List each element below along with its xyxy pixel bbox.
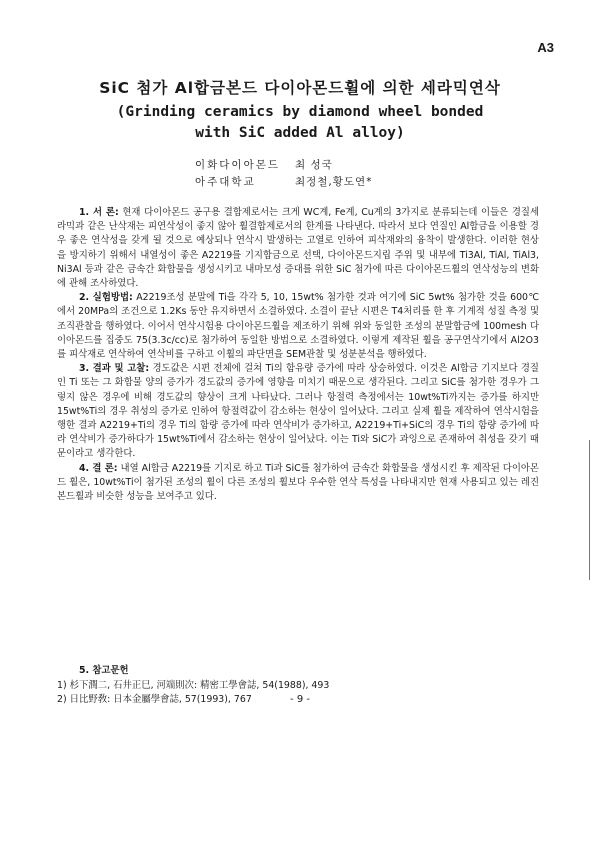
section-text: A2219조성 분말에 Ti을 각각 5, 10, 15wt% 첨가한 것과 여기에 SiC 5wt% 첨가한 것을 600℃에서 20MPa의 조건으로 1.2Ks 동안 유지하면서 소결하였다. 소결이 끝난 시편은 T4처리를 한 후 기계적 성질 측정 및 조직관찰을 행하였다. 이어서 연삭시험용 다이아몬드휠을 제조하기 위해 위와 동일한 조성의 분말합금에 100mesh 다이아몬드를 집중도 75(3.3c/cc)로 첨가하여 동일한 방법으로 소결하였다. 이렇게 제작된 휠을 공구연삭기에서 Al2O3를 피삭재로 연삭하여 연삭비를 구하고 이휠의 파단면을 SEM관찰 및 성분분석을 행하였다. xyxy=(57,292,539,361)
author-affiliation: 아주대학교 xyxy=(195,176,256,188)
page-tag: A3 xyxy=(537,40,554,55)
title-korean: SiC 첨가 Al합금본드 다이아몬드휠에 의한 세라믹연삭 xyxy=(99,79,501,97)
section-conclusion xyxy=(57,462,539,505)
section-methods xyxy=(57,291,539,362)
author-affiliation: 이화다이아몬드 xyxy=(195,159,281,171)
abstract-body xyxy=(57,206,539,504)
page-number: - 9 - xyxy=(290,694,310,705)
author-block xyxy=(195,157,455,191)
author-names: 최 성국 xyxy=(295,159,333,171)
section-text: 경도값은 시편 전체에 걸쳐 Ti의 함유량 증가에 따라 상승하였다. 이것은 Al합금 기지보다 경질인 Ti 또는 그 화합물 양의 증가가 경도값의 증가에 영향을 미치기 때문으로 생각된다. 그리고 SiC를 첨가한 경우가 그렇지 않은 경우에 비해 경도값의 향상이 크게 나타났다. 그러나 항절력 측정에서는 10wt%Ti까지는 증가를 하지만 15wt%Ti의 경우 취성의 증가로 인하여 항절력값이 감소하는 현상이 일어났다. 그리고 실제 휠을 제작하여 연삭시험을 행한 결과 A2219+Ti의 경우 Ti의 함량 증가에 따라 연삭비가 증가하고, A2219+Ti+SiC의 경우 Ti의 함량 증가에 따라 연삭비가 증가하다가 15wt%Ti에서 감소하는 현상이 일어났다. 이는 Ti와 SiC가 과잉으로 존재하여 취성을 갖기 때문이라고 생각한다. xyxy=(57,363,539,460)
section-text: 현재 다이아몬드 공구용 결합제로서는 크게 WC계, Fe계, Cu계의 3가지로 분류되는데 이들은 경질세라믹과 같은 난삭재는 피연삭성이 좋지 않아 휠결합제로서의 한계를 나타낸다. 따라서 보다 연질인 Al합금을 이용할 경우 좋은 연삭성을 갖게 될 것으로 예상되나 연삭시 발생하는 고열로 인하여 피삭재와의 융착이 발생한다. 이러한 현상을 방지하기 위해서 내열성이 좋은 A2219를 기지합금으로 선택, 다이아몬드지립 주위 및 내부에 Ti3Al, TiAl, TiAl3, Ni3Al 등과 같은 금속간 화합물을 생성시키고 내마모성 증대를 위한 SiC 첨가에 따른 다이아몬드휠의 연삭성능의 변화에 관해 조사하였다. xyxy=(57,207,539,290)
section-heading: 2. 실험방법: xyxy=(79,292,133,304)
section-text: 내열 Al합금 A2219를 기지로 하고 Ti과 SiC를 첨가하여 금속간 화합물을 생성시킨 후 제작된 다이아몬드 휠은, 10wt%Ti이 첨가된 조성의 휠이 다른 조성의 휠보다 우수한 연삭 특성을 나타내지만 현재 사용되고 있는 레진본드휠과 비슷한 성능을 보여주고 있다. xyxy=(57,462,539,503)
scan-edge-line xyxy=(589,440,590,580)
section-heading: 3. 결과 및 고찰: xyxy=(79,363,150,375)
author-names: 최정철,황도연* xyxy=(295,176,373,188)
title-english-line-2: with SiC added Al alloy) xyxy=(195,125,405,141)
reference-item: 1) 杉下潤二, 石井正巳, 河端則次: 精密工學會誌, 54(1988), 493 xyxy=(57,679,330,691)
author-row xyxy=(195,174,455,191)
author-row xyxy=(195,157,455,174)
paper-title xyxy=(40,76,560,144)
reference-item: 2) 日比野敎: 日本金屬學會誌, 57(1993), 767 xyxy=(57,694,252,705)
title-english-line-1: (Grinding ceramics by diamond wheel bonded xyxy=(116,104,484,120)
section-results xyxy=(57,362,539,461)
section-introduction xyxy=(57,206,539,291)
references-heading: 5. 참고문헌 xyxy=(79,665,129,676)
section-heading: 4. 결 론: xyxy=(79,462,118,474)
section-heading: 1. 서 론: xyxy=(79,207,119,218)
